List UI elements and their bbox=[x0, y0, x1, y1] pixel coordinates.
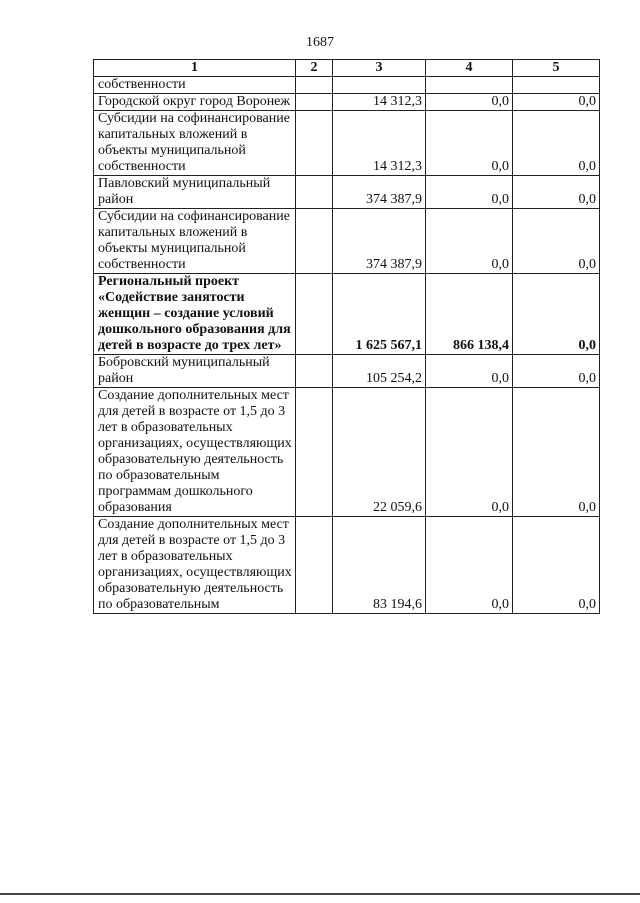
row-code-cell bbox=[296, 517, 333, 614]
row-value-col5: 0,0 bbox=[513, 176, 600, 209]
table-row bbox=[94, 94, 600, 111]
row-code-cell bbox=[296, 94, 333, 111]
row-name-cell: Павловский муниципальный район bbox=[94, 176, 296, 209]
row-value-col3: 105 254,2 bbox=[333, 355, 426, 388]
row-value-col5: 0,0 bbox=[513, 209, 600, 274]
column-header-3: 3 bbox=[333, 60, 426, 77]
row-name-cell: собственности bbox=[94, 77, 296, 94]
row-value-col4: 0,0 bbox=[426, 355, 513, 388]
row-value-col3: 374 387,9 bbox=[333, 176, 426, 209]
row-name-cell: Региональный проект «Содействие занятости женщин – создание условий дошкольного образования для детей в возрасте до трех лет» bbox=[94, 274, 296, 355]
row-value-col4: 0,0 bbox=[426, 94, 513, 111]
row-value-col4: 866 138,4 bbox=[426, 274, 513, 355]
row-value-col5: 0,0 bbox=[513, 517, 600, 614]
table-row bbox=[94, 176, 600, 209]
row-code-cell bbox=[296, 176, 333, 209]
row-value-col3: 1 625 567,1 bbox=[333, 274, 426, 355]
table-body bbox=[94, 77, 600, 614]
budget-table bbox=[93, 59, 600, 614]
row-value-col4: 0,0 bbox=[426, 517, 513, 614]
row-code-cell bbox=[296, 274, 333, 355]
row-value-col5: 0,0 bbox=[513, 388, 600, 517]
row-value-col4 bbox=[426, 77, 513, 94]
row-value-col3 bbox=[333, 77, 426, 94]
row-value-col3: 22 059,6 bbox=[333, 388, 426, 517]
table-row bbox=[94, 209, 600, 274]
row-code-cell bbox=[296, 355, 333, 388]
row-name-cell: Бобровский муниципальный район bbox=[94, 355, 296, 388]
row-name-cell: Создание дополнительных мест для детей в возрасте от 1,5 до 3 лет в образовательных организациях, осуществляющих образовательную деятельность по образовательным программам дошкольного образования bbox=[94, 388, 296, 517]
table-header-row bbox=[94, 60, 600, 77]
table-row bbox=[94, 111, 600, 176]
row-code-cell bbox=[296, 209, 333, 274]
row-value-col3: 83 194,6 bbox=[333, 517, 426, 614]
row-name-cell: Создание дополнительных мест для детей в возрасте от 1,5 до 3 лет в образовательных организациях, осуществляющих образовательную деятельность по образовательным bbox=[94, 517, 296, 614]
row-value-col4: 0,0 bbox=[426, 388, 513, 517]
table-row bbox=[94, 388, 600, 517]
row-value-col4: 0,0 bbox=[426, 111, 513, 176]
table-row bbox=[94, 77, 600, 94]
column-header-2: 2 bbox=[296, 60, 333, 77]
row-name-cell: Субсидии на софинансирование капитальных вложений в объекты муниципальной собственности bbox=[94, 111, 296, 176]
column-header-1: 1 bbox=[94, 60, 296, 77]
row-value-col5: 0,0 bbox=[513, 274, 600, 355]
row-value-col5 bbox=[513, 77, 600, 94]
row-value-col5: 0,0 bbox=[513, 94, 600, 111]
row-name-cell: Субсидии на софинансирование капитальных вложений в объекты муниципальной собственности bbox=[94, 209, 296, 274]
page-bottom-edge bbox=[0, 893, 640, 895]
column-header-4: 4 bbox=[426, 60, 513, 77]
row-value-col4: 0,0 bbox=[426, 209, 513, 274]
row-value-col5: 0,0 bbox=[513, 111, 600, 176]
column-header-5: 5 bbox=[513, 60, 600, 77]
table-row bbox=[94, 517, 600, 614]
row-value-col3: 374 387,9 bbox=[333, 209, 426, 274]
table-row bbox=[94, 274, 600, 355]
row-code-cell bbox=[296, 77, 333, 94]
table-row bbox=[94, 355, 600, 388]
row-value-col3: 14 312,3 bbox=[333, 111, 426, 176]
page-number: 1687 bbox=[306, 35, 334, 50]
row-name-cell: Городской округ город Воронеж bbox=[94, 94, 296, 111]
row-value-col3: 14 312,3 bbox=[333, 94, 426, 111]
row-code-cell bbox=[296, 388, 333, 517]
row-value-col5: 0,0 bbox=[513, 355, 600, 388]
row-code-cell bbox=[296, 111, 333, 176]
row-value-col4: 0,0 bbox=[426, 176, 513, 209]
